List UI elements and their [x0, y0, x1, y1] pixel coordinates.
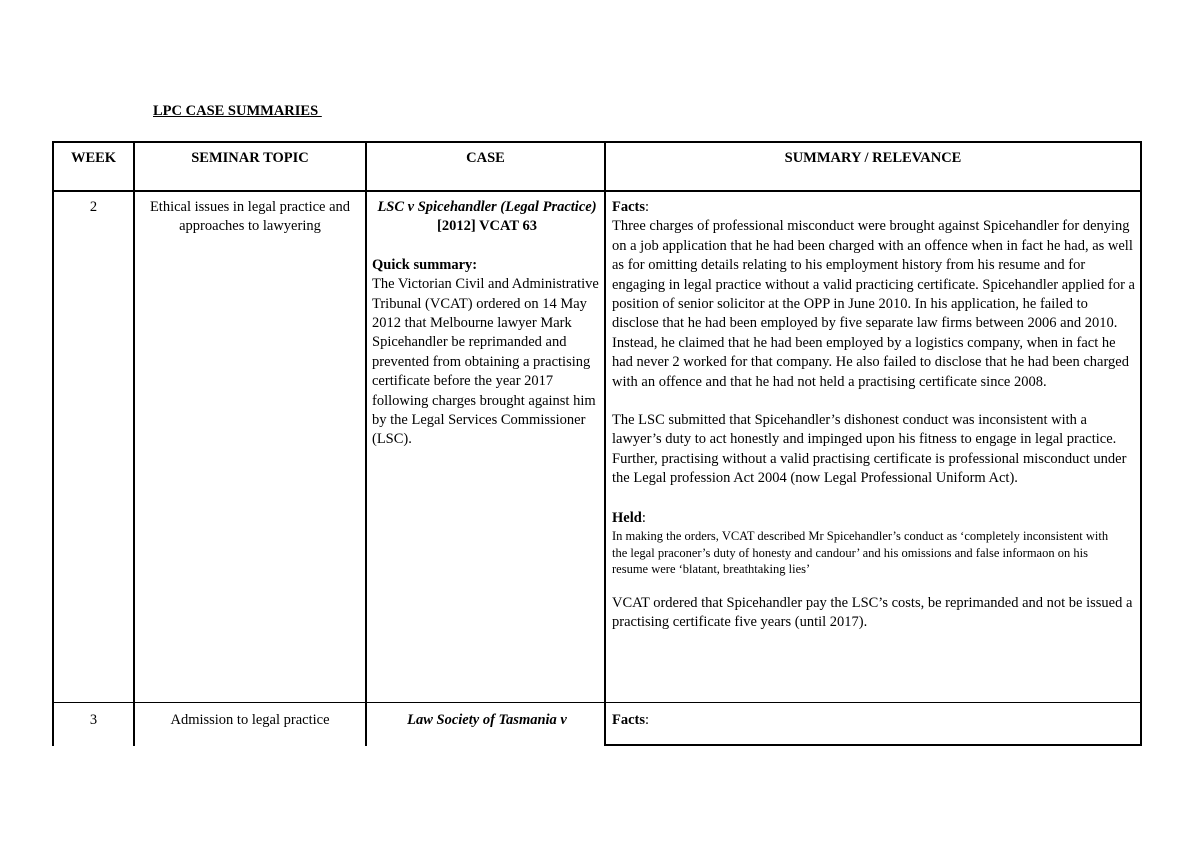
header-case: CASE [466, 150, 505, 166]
header-seminar-topic: SEMINAR TOPIC [191, 150, 309, 166]
case-title [372, 198, 602, 237]
table-border-left [52, 141, 54, 746]
case-citation: [2012] VCAT 63 [437, 218, 537, 235]
facts-heading: Facts: [612, 199, 650, 215]
held-paragraph-2: VCAT ordered that Spicehandler pay the LSC’s costs, be reprimanded and not be issued a practising certificate five years (until 2017). [612, 594, 1133, 631]
quick-summary-text: The Victorian Civil and Administrative Tribunal (VCAT) ordered on 14 May 2012 that Melbourne lawyer Mark Spicehandler be reprimanded and prevented from obtaining a practising certificate before the year 2017 following charges brought against him by the Legal Services Commissioner (LSC). [372, 276, 599, 448]
facts-paragraph-1: Three charges of professional misconduct were brought against Spicehandler for denying on a job application that he had been charged with an offence when in fact he had, as well as for omitting details relating to his employment history from his resume and for engaging in legal practice without a valid practicing certificate. Spicehandler applied for a position of senior solicitor at the OPP in June 2010. In his application, he failed to disclose that he had been employed by five separate law firms between 2006 and 2010. Instead, he claimed that he had been employed by a logistics company, when in fact he had never 2 worked for that company. He also failed to disclose that he had been charged with an offence and that he had not held a practising certificate since 2008. [612, 218, 1135, 390]
row1-week: 2 [89, 199, 98, 215]
column-divider-1 [133, 141, 135, 746]
header-week: WEEK [70, 150, 117, 166]
row2-week: 3 [89, 712, 98, 728]
row-divider [52, 702, 1142, 703]
column-divider-2 [365, 141, 367, 746]
row2-topic: Admission to legal practice [170, 712, 330, 728]
summary-cell-bottom [605, 744, 1142, 746]
case-name: LSC v Spicehandler (Legal Practice) [377, 199, 597, 215]
document-title: LPC CASE SUMMARIES [153, 103, 322, 119]
facts-paragraph-2: The LSC submitted that Spicehandler’s dishonest conduct was inconsistent with a lawyer’s duty to act honestly and impinged upon his fitness to engage in legal practice. Further, practising without a valid practising certificate is professional misconduct under the Legal profession Act 2004 (now Legal Professional Uniform Act). [612, 412, 1127, 487]
row2-case-name: Law Society of Tasmania v [407, 712, 567, 728]
row1-case [372, 198, 602, 450]
row1-topic: Ethical issues in legal practice and approaches to lawyering [149, 199, 351, 235]
table-border-top [52, 141, 1142, 143]
column-divider-3 [604, 141, 606, 746]
held-heading: Held: [612, 509, 646, 526]
held-paragraph-1: In making the orders, VCAT described Mr Spicehandler’s conduct as ‘completely inconsistent with the legal praconer’s duty of honesty and candour’ and his omissions and false informaon on his resume were ‘blatant, breathtaking lies’ [612, 529, 1109, 577]
table-border-right [1140, 141, 1142, 746]
row2-facts-heading: Facts: [612, 712, 650, 728]
quick-summary-heading: Quick summary: [372, 256, 478, 273]
header-border-bottom [52, 190, 1142, 192]
header-summary: SUMMARY / RELEVANCE [784, 150, 962, 166]
row1-summary [612, 198, 1136, 633]
